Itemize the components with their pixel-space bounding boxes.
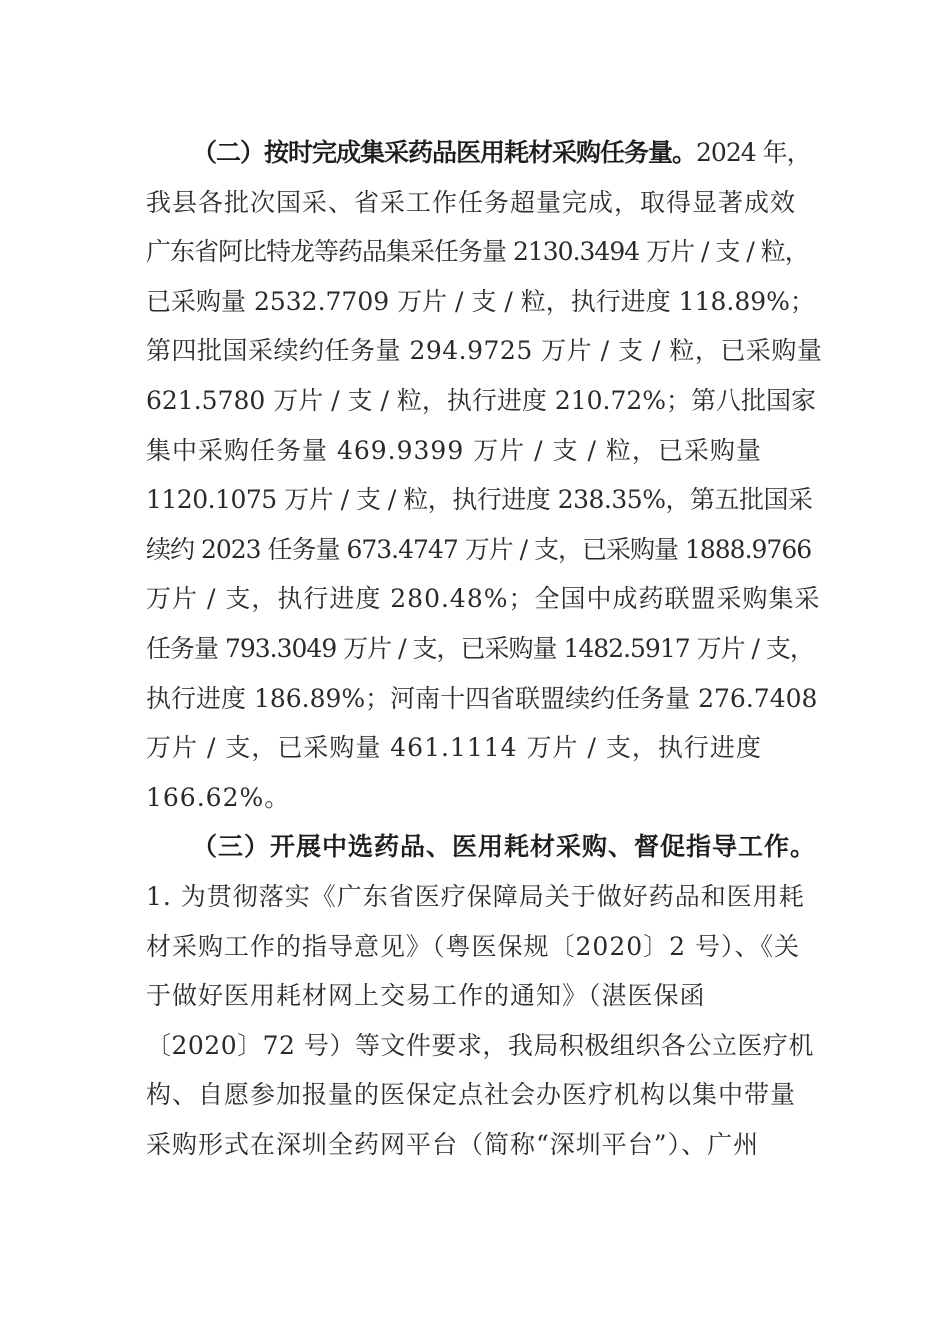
paragraph-line: 1120.1075 万片 / 支 / 粒，执行进度 238.35%，第五批国采 [146, 485, 813, 515]
paragraph-line: 〔2020〕72 号）等文件要求，我局积极组织各公立医疗机 [146, 1030, 814, 1060]
paragraph-line: 构、自愿参加报量的医保定点社会办医疗机构以集中带量 [146, 1080, 797, 1110]
paragraph-line: 已采购量 2532.7709 万片 / 支 / 粒，执行进度 118.89%； [146, 286, 815, 316]
paragraph-line: 于做好医用耗材网上交易工作的通知》（湛医保函 [146, 981, 706, 1011]
section-3-heading: （三）开展中选药品、医用耗材采购、督促指导工作。 [192, 832, 817, 862]
paragraph-line: 万片 / 支，执行进度 280.48%；全国中成药联盟采购集采 [146, 584, 821, 614]
paragraph-line: 621.5780 万片 / 支 / 粒，执行进度 210.72%；第八批国家 [146, 385, 817, 415]
document-body [146, 128, 822, 1169]
paragraph-line: 采购形式在深圳全药网平台（简称“深圳平台”）、广州 [146, 1129, 760, 1159]
paragraph-line: 材采购工作的指导意见》（粤医保规〔2020〕2 号）、《关 [146, 931, 800, 961]
paragraph-line: 续约 2023 任务量 673.4747 万片 / 支，已采购量 1888.9766 [146, 534, 812, 564]
paragraph-line: 1. 为贯彻落实《广东省医疗保障局关于做好药品和医用耗 [146, 881, 805, 911]
paragraph-line: 第四批国采续约任务量 294.9725 万片 / 支 / 粒，已采购量 [146, 336, 823, 366]
paragraph-line: 我县各批次国采、省采工作任务超量完成，取得显著成效 [146, 187, 797, 217]
paragraph-line: 任务量 793.3049 万片 / 支，已采购量 1482.5917 万片 / 支， [146, 633, 814, 663]
paragraph-line: 集中采购任务量 469.9399 万片 / 支 / 粒，已采购量 [146, 435, 762, 465]
section-2-heading-tail: 2024 年， [696, 138, 811, 167]
paragraph-line: 广东省阿比特龙等药品集采任务量 2130.3494 万片 / 支 / 粒， [146, 237, 809, 267]
paragraph-line: 执行进度 186.89%；河南十四省联盟续约任务量 276.7408 [146, 683, 818, 713]
section-3-heading-line [146, 822, 822, 872]
paragraph-line: 166.62%。 [146, 782, 291, 812]
paragraph-line: 万片 / 支，已采购量 461.1114 万片 / 支，执行进度 [146, 733, 762, 763]
section-2-heading-line [146, 128, 822, 178]
section-2-heading: （二）按时完成集采药品医用耗材采购任务量。 [192, 138, 697, 167]
